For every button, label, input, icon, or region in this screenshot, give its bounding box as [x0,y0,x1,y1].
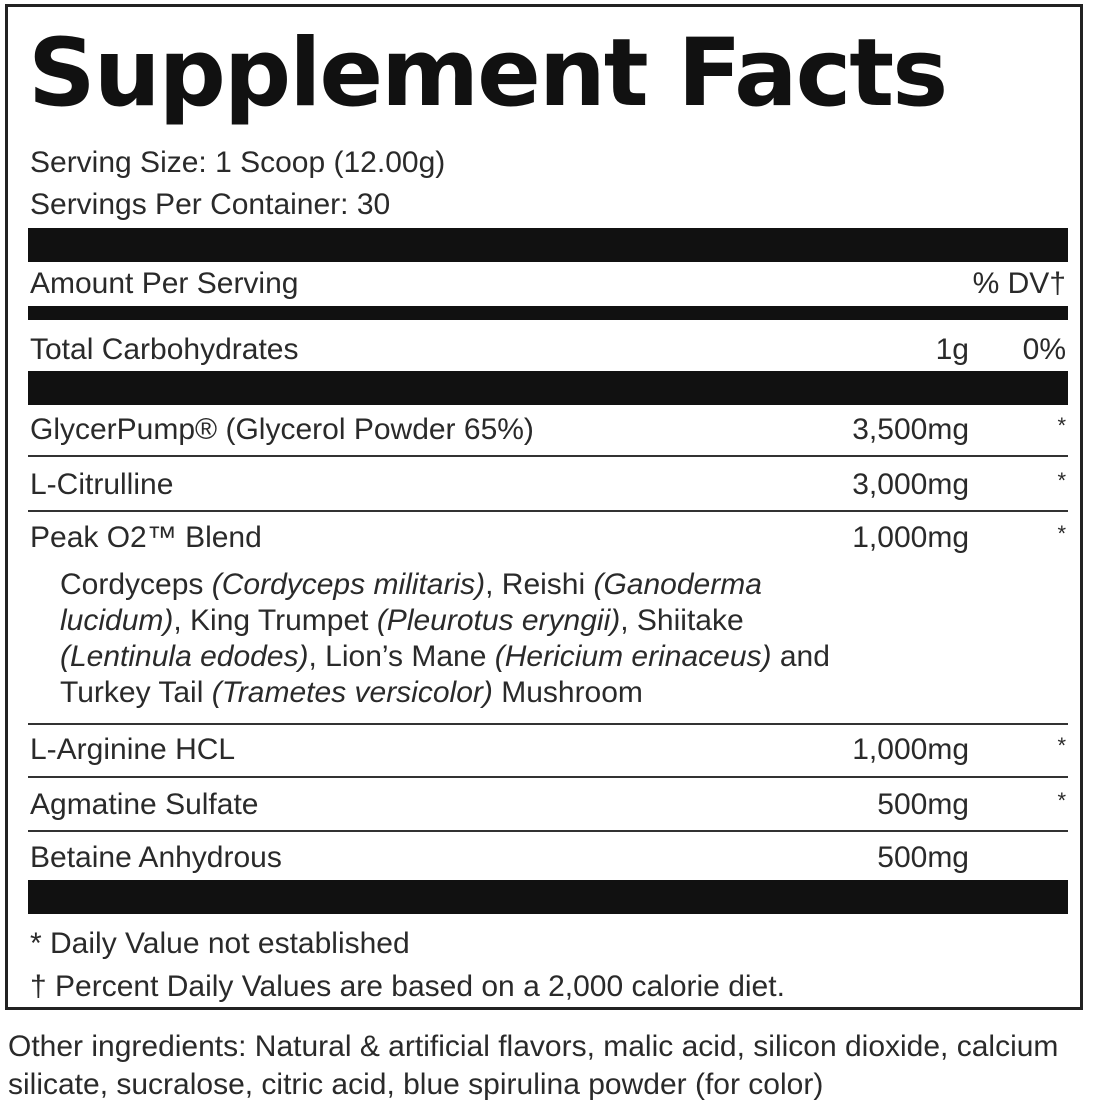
blend-text: , King Trumpet [173,604,377,637]
blend-latin-name: (Hericium erinaceus) [494,640,772,673]
row-divider [28,830,1068,832]
ingredient-amount: 3,000mg [852,468,969,501]
row-divider [28,510,1068,512]
ingredient-name: GlycerPump® (Glycerol Powder 65%) [30,413,534,446]
thick-divider [28,880,1068,914]
blend-latin-name: (Pleurotus eryngii) [376,604,621,637]
blend-text: , Lion’s Mane [308,640,495,673]
ingredient-name: L-Citrulline [30,468,174,501]
ingredient-amount: 1,000mg [852,733,969,766]
blend-latin-name: (Cordyceps militaris) [211,568,486,601]
amount-per-serving-label: Amount Per Serving [30,267,299,300]
serving-size: Serving Size: 1 Scoop (12.00g) [30,146,446,179]
ingredient-amount: 1,000mg [852,521,969,554]
ingredient-dv: * [1057,733,1066,758]
panel-title: Supplement Facts [28,19,947,128]
ingredient-dv: * [1057,788,1066,813]
medium-divider [28,306,1068,320]
ingredient-amount: 500mg [877,841,969,874]
ingredient-name: Peak O2™ Blend [30,521,262,554]
blend-description [60,567,880,711]
blend-latin-name: (Ganoderma lucidum) [60,568,762,637]
other-ingredients: Other ingredients: Natural & artificial flavors, malic acid, silicon dioxide, calcium silicate, sucralose, citric acid, blue spirulina powder (for color) [8,1030,1059,1101]
blend-text: , Reishi [485,568,594,601]
ingredient-amount: 500mg [877,788,969,821]
footnote-daily-value: * Daily Value not established [30,927,410,960]
ingredient-name: Betaine Anhydrous [30,841,282,874]
blend-latin-name: (Lentinula edodes) [60,640,309,673]
row-divider [28,776,1068,778]
blend-text: and Turkey Tail [60,640,830,709]
row-divider [28,455,1068,457]
blend-latin-name: (Trametes versicolor) [211,676,493,709]
nutrient-name: Total Carbohydrates [30,333,299,366]
ingredient-dv: * [1057,413,1066,438]
blend-text: Cordyceps [60,568,212,601]
row-divider [28,723,1068,725]
dv-header-label: % DV† [972,267,1066,300]
blend-text: , Shiitake [620,604,744,637]
serving-info [30,142,445,226]
ingredient-name: L-Arginine HCL [30,733,236,766]
nutrient-amount: 1g [935,333,969,366]
thick-divider [28,228,1068,262]
nutrient-dv: 0% [1022,333,1066,366]
blend-text: Mushroom [492,676,643,709]
supplement-facts-panel [5,4,1083,1010]
servings-per-container: Servings Per Container: 30 [30,188,391,221]
ingredient-name: Agmatine Sulfate [30,788,259,821]
footnote-percent-dv: † Percent Daily Values are based on a 2,000 calorie diet. [30,970,785,1003]
thick-divider [28,371,1068,405]
ingredient-amount: 3,500mg [852,413,969,446]
ingredient-dv: * [1057,468,1066,493]
ingredient-dv: * [1057,521,1066,546]
